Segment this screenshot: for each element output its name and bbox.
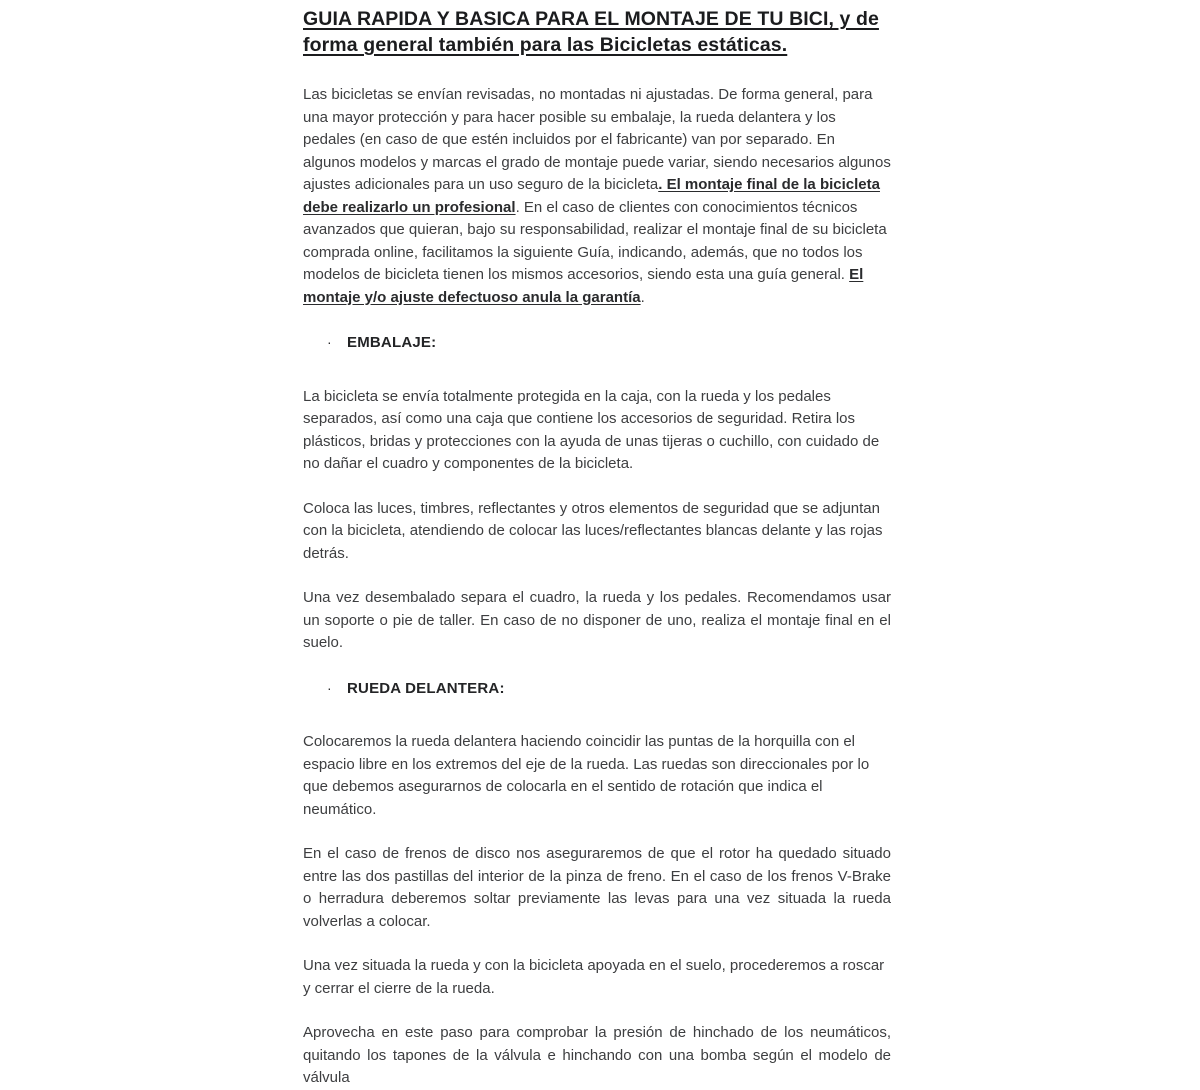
embalaje-paragraph-2: Coloca las luces, timbres, reflectantes y otros elementos de seguridad que se adjuntan con la bicicleta, atendiendo de colocar las luces/reflectantes blancas delante y las rojas detrás. [303,499,883,562]
intro-bold-warning-1: . El montaje final de la bicicleta debe realizarlo un profesional [303,176,880,216]
document [303,0,891,1090]
embalaje-paragraph-1: La bicicleta se envía totalmente protegida en la caja, con la rueda y los pedales separados, así como una caja que contiene los accesorios de seguridad. Retira los plásticos, bridas y protecciones con la ayuda de unas tijeras o cuchillo, con cuidado de no dañar el cuadro y componentes de la bicicleta. [303,387,880,472]
intro-paragraph [303,84,891,309]
rueda-paragraph-4: Aprovecha en este paso para comprobar la presión de hinchado de los neumáticos, quitando los tapones de la válvula e hinchando con una bomba según el modelo de válvula [303,1024,891,1086]
intro-text-1: Las bicicletas se envían revisadas, no montadas ni ajustadas. De forma general, para una mayor protección y para hacer posible su embalaje, la rueda delantera y los pedales (en caso de que estén incluidos por el fabricante) van por separado. En algunos modelos y marcas el grado de montaje puede variar, siendo necesarios algunos ajustes adicionales para un uso seguro de la bicicleta [303,86,891,193]
section-heading-label-embalaje: EMBALAJE: [347,334,437,351]
section-heading-rueda-delantera [303,677,891,701]
bullet-icon: · [327,679,332,696]
intro-bold-warning-2: El montaje y/o ajuste defectuoso anula la garantía [303,266,864,306]
rueda-paragraph-3: Una vez situada la rueda y con la bicicleta apoyada en el suelo, procederemos a roscar y cerrar el cierre de la rueda. [303,957,885,997]
document-title: GUIA RAPIDA Y BASICA PARA EL MONTAJE DE TU BICI, y de forma general también para las Bicicletas estáticas. [303,8,879,56]
section-heading-label-rueda-delantera: RUEDA DELANTERA: [347,679,505,697]
embalaje-paragraph-3: Una vez desembalado separa el cuadro, la rueda y los pedales. Recomendamos usar un soporte o pie de taller. En caso de no disponer de uno, realiza el montaje final en el suelo. [303,589,891,651]
bullet-icon: · [327,334,332,350]
section-heading-embalaje [303,331,891,355]
intro-text-3: . [640,288,645,306]
rueda-paragraph-1: Colocaremos la rueda delantera haciendo coincidir las puntas de la horquilla con el espacio libre en los extremos del eje de la rueda. Las ruedas son direccionales por lo que debemos asegurarnos de colocarla en el sentido de rotación que indica el neumático. [303,733,870,818]
rueda-paragraph-2: En el caso de frenos de disco nos aseguraremos de que el rotor ha quedado situado entre las dos pastillas del interior de la pinza de freno. En el caso de los frenos V-Brake o herradura deberemos soltar previamente las levas para una vez situada la rueda volverlas a colocar. [303,845,891,930]
intro-text-2: . En el caso de clientes con conocimientos técnicos avanzados que quieran, bajo su responsabilidad, realizar el montaje final de su bicicleta comprada online, facilitamos la siguiente Guía, indicando, además, que no todos los modelos de bicicleta tienen los mismos accesorios, siendo esta una guía general. [303,198,887,283]
